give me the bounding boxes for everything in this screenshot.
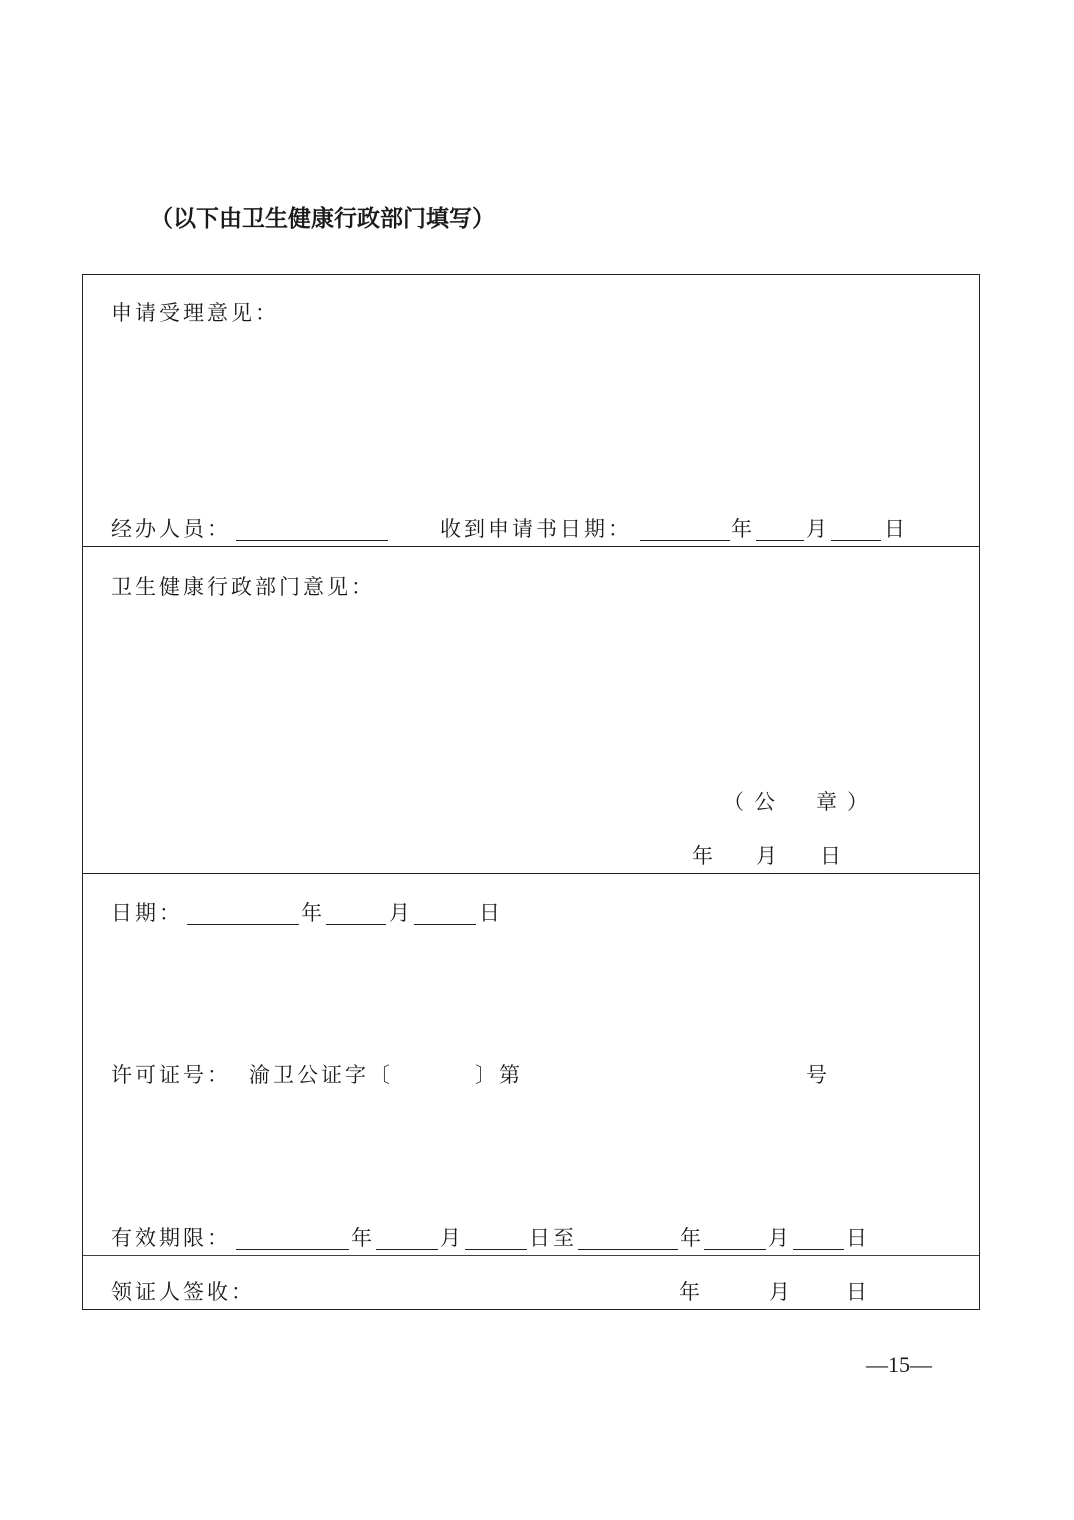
recipient-day-unit: 日 [846,1280,870,1304]
received-day-field[interactable] [831,540,881,541]
date-month-field[interactable] [326,924,386,925]
validity-start-year-unit: 年 [351,1226,375,1250]
department-day-unit: 日 [820,844,844,868]
received-month-field[interactable] [756,540,804,541]
date-year-field[interactable] [187,924,299,925]
row-divider [83,873,979,874]
validity-end-year-field[interactable] [578,1249,678,1250]
validity-end-day-field[interactable] [793,1249,844,1250]
license-number-prefix: 渝卫公证字〔 [249,1063,393,1087]
page-number: —15— [866,1352,932,1377]
recipient-signature-label: 领证人签收： [111,1280,255,1304]
validity-start-month-unit: 月 [440,1226,464,1250]
approval-form-table [82,274,980,1310]
row-divider [83,546,979,547]
date-day-unit: 日 [479,901,503,925]
validity-end-year-unit: 年 [680,1226,704,1250]
license-number-suffix: 号 [806,1063,830,1087]
official-seal-label: （公 章） [723,790,878,814]
date-month-unit: 月 [389,901,413,925]
validity-end-day-unit: 日 [846,1226,870,1250]
acceptance-opinion-label: 申请受理意见： [111,301,279,325]
validity-start-month-field[interactable] [376,1249,438,1250]
license-number-label: 许可证号： [111,1063,231,1087]
validity-start-year-field[interactable] [236,1249,349,1250]
received-year-unit: 年 [731,517,755,541]
date-label: 日期： [111,901,183,925]
received-date-label: 收到申请书日期： [440,517,632,541]
row-divider [83,1255,979,1256]
recipient-year-unit: 年 [679,1280,703,1304]
validity-end-month-field[interactable] [704,1249,766,1250]
date-year-unit: 年 [301,901,325,925]
validity-to-label: 日至 [529,1226,577,1250]
validity-end-month-unit: 月 [768,1226,792,1250]
received-day-unit: 日 [884,517,908,541]
date-day-field[interactable] [414,924,476,925]
department-month-unit: 月 [756,844,780,868]
form-heading: （以下由卫生健康行政部门填写） [150,206,495,232]
recipient-month-unit: 月 [769,1280,793,1304]
department-year-unit: 年 [692,844,716,868]
validity-start-day-field[interactable] [465,1249,527,1250]
handler-label: 经办人员： [111,517,231,541]
license-number-middle: 〕第 [475,1063,523,1087]
received-year-field[interactable] [640,540,730,541]
received-month-unit: 月 [806,517,830,541]
handler-field[interactable] [236,540,388,541]
validity-period-label: 有效期限： [111,1226,231,1250]
department-opinion-label: 卫生健康行政部门意见： [111,575,375,599]
